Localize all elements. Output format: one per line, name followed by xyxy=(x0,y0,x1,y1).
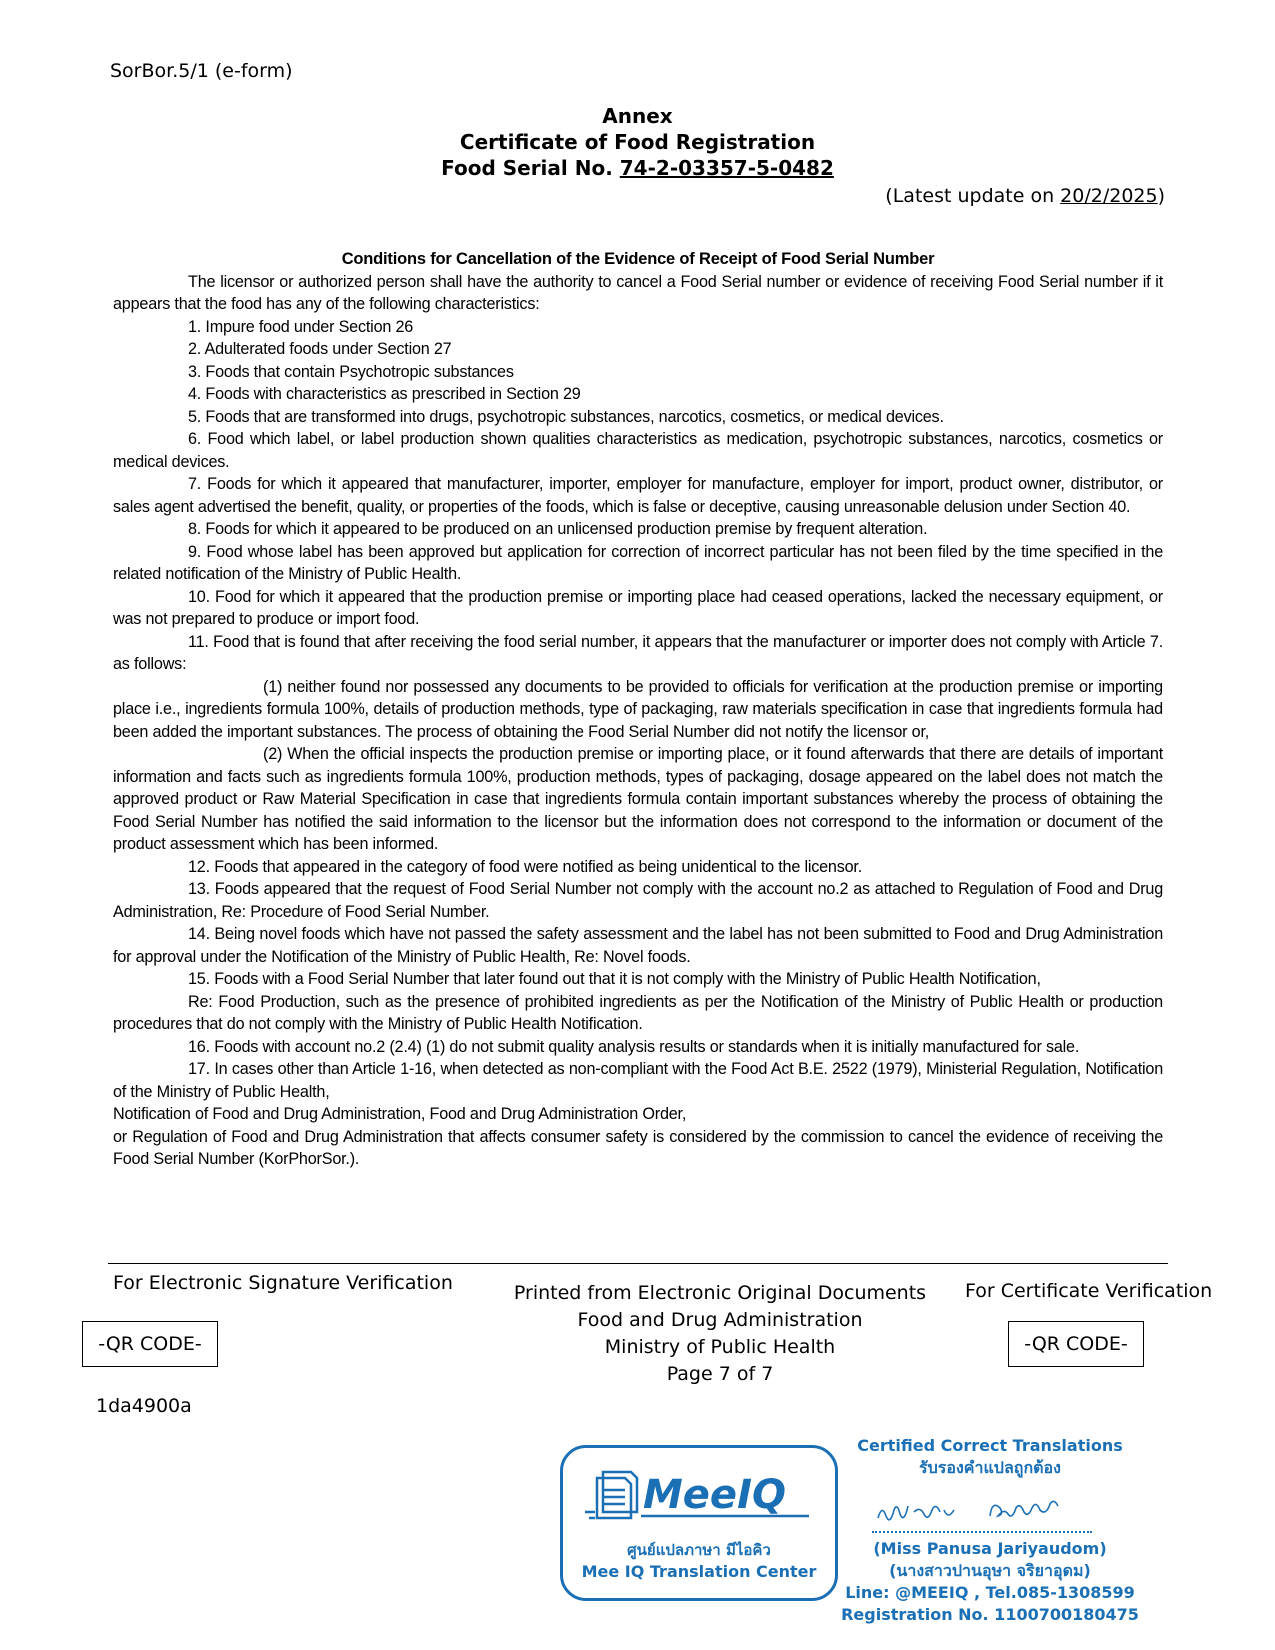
contact-info: Line: @MEEIQ , Tel.085-1308599 xyxy=(845,1583,1135,1602)
annex-label: Annex xyxy=(602,104,673,128)
conditions-section xyxy=(113,248,1163,1171)
update-prefix: (Latest update on xyxy=(885,185,1061,207)
update-date: 20/2/2025 xyxy=(1060,185,1158,207)
condition-item: 15. Foods with a Food Serial Number that later found out that it is not comply with the Ministry of Public Health Notification, xyxy=(188,970,1041,988)
update-suffix: ) xyxy=(1157,185,1165,207)
stamp-english-name: Mee IQ Translation Center xyxy=(581,1562,817,1581)
condition-item: 14. Being novel foods which have not passed the safety assessment and the label has not been submitted to Food and Drug Administration for approval under the Notification of the Ministry of Public Health, Re: Novel foods. xyxy=(113,925,1163,966)
condition-sub-item: (1) neither found nor possessed any documents to be provided to officials for verification at the production premise or importing place i.e., ingredients formula 100%, details of production methods, type of packaging, raw materials specification in case that ingredients formula had been added the important substances. The process of obtaining the Food Serial Number did not notify the licensor or, xyxy=(113,677,1163,741)
condition-item: 7. Foods for which it appeared that manufacturer, importer, employer for manufacture, employer for import, product owner, distributor, or sales agent advertised the benefit, quality, or properties of the foods, which is false or deceptive, causing unreasonable delusion under Section 40. xyxy=(113,475,1163,516)
condition-item: 1. Impure food under Section 26 xyxy=(188,317,414,336)
condition-item: 16. Foods with account no.2 (2.4) (1) do not submit quality analysis results or standards when it is initially manufactured for sale. xyxy=(188,1037,1080,1056)
document-hash: 1da4900a xyxy=(96,1395,192,1417)
qr-code-esig: -QR CODE- xyxy=(82,1321,218,1367)
printed-line: Ministry of Public Health xyxy=(604,1336,836,1358)
conditions-heading: Conditions for Cancellation of the Evidence of Receipt of Food Serial Number xyxy=(341,250,935,268)
condition-tail: Notification of Food and Drug Administration, Food and Drug Administration Order, xyxy=(113,1105,687,1123)
certificate-title: Certificate of Food Registration xyxy=(459,130,816,154)
condition-item: 12. Foods that appeared in the category of food were notified as being unidentical to the licensor. xyxy=(188,857,863,876)
condition-item: 2. Adulterated foods under Section 27 xyxy=(188,340,452,358)
printed-from-block xyxy=(480,1280,960,1388)
condition-item: 17. In cases other than Article 1-16, when detected as non-compliant with the Food Act B.E. 2522 (1979), Ministerial Regulation, Notification of the Ministry of Public Health, xyxy=(113,1060,1163,1101)
cert-title-en: Certified Correct Translations xyxy=(857,1436,1123,1455)
meeiq-logo-text: MeeIQ xyxy=(643,1472,786,1518)
stamp-thai-name: ศูนย์แปลภาษา มีไอคิว xyxy=(627,1541,771,1559)
condition-item: Re: Food Production, such as the presence of prohibited ingredients as per the Notification of the Ministry of Public Health or production procedures that do not comply with the Ministry of Public Health Notification. xyxy=(113,992,1163,1033)
condition-item: 11. Food that is found that after receiving the food serial number, it appears that the manufacturer or importer does not comply with Article 7. as follows: xyxy=(113,632,1163,673)
serial-label: Food Serial No. xyxy=(441,156,620,180)
signer-name-en: (Miss Panusa Jariyaudom) xyxy=(873,1539,1107,1558)
latest-update xyxy=(885,185,1165,207)
condition-item: 3. Foods that contain Psychotropic substances xyxy=(188,362,514,381)
condition-item: 8. Foods for which it appeared to be produced on an unlicensed production premise by frequent alteration. xyxy=(188,520,928,538)
printed-line: Printed from Electronic Original Documents xyxy=(513,1282,927,1304)
conditions-intro: The licensor or authorized person shall have the authority to cancel a Food Serial number or evidence of receiving Food Serial number if it appears that the food has any of the following characteristics: xyxy=(113,272,1163,313)
condition-item: 9. Food whose label has been approved but application for correction of incorrect particular has not been filed by the time specified in the related notification of the Ministry of Public Health. xyxy=(113,542,1163,583)
condition-item: 5. Foods that are transformed into drugs, psychotropic substances, narcotics, cosmetics, or medical devices. xyxy=(188,407,944,426)
footer-divider xyxy=(108,1263,1168,1264)
certification-heading xyxy=(830,1435,1150,1479)
qr-code-certificate: -QR CODE- xyxy=(1008,1321,1144,1367)
page-number: Page 7 of 7 xyxy=(666,1363,774,1385)
condition-item: 13. Foods appeared that the request of Food Serial Number not comply with the account no.2 as attached to Regulation of Food and Drug Administration, Re: Procedure of Food Serial Number. xyxy=(113,880,1163,921)
condition-item: 4. Foods with characteristics as prescribed in Section 29 xyxy=(188,385,581,403)
signer-name-th: (นางสาวปานอุษา จริยาอุดม) xyxy=(889,1561,1091,1580)
cert-title-th: รับรองคำแปลถูกต้อง xyxy=(919,1458,1061,1477)
printed-line: Food and Drug Administration xyxy=(577,1309,863,1331)
translation-center-stamp xyxy=(560,1445,838,1601)
condition-item: 10. Food for which it appeared that the production premise or importing place had ceased operations, lacked the necessary equipment, or was not prepared to produce or import food. xyxy=(113,587,1163,628)
condition-item: 6. Food which label, or label production shown qualities characteristics as medication, psychotropic substances, narcotics, cosmetics or medical devices. xyxy=(113,430,1163,471)
serial-number: 74-2-03357-5-0482 xyxy=(619,156,834,180)
document-title xyxy=(0,103,1275,181)
serial-line xyxy=(0,155,1275,181)
condition-sub-item: (2) When the official inspects the production premise or importing place, or it found afterwards that there are details of important information and facts such as ingredients formula 100%, production methods, types of packaging, dosage appeared on the label does not match the approved product or Raw Material Specification in case that ingredients formula contain important substances whereby the process of obtaining the Food Serial Number has notified the said information to the licensor but the information does not correspond to the information or document of the product assessment which has been informed. xyxy=(113,745,1163,853)
signature-line xyxy=(872,1531,1092,1533)
form-code: SorBor.5/1 (e-form) xyxy=(110,60,293,82)
handwritten-signature xyxy=(870,1490,1100,1530)
registration-number: Registration No. 1100700180475 xyxy=(841,1605,1139,1624)
meeiq-logo xyxy=(585,1464,815,1524)
esig-label: For Electronic Signature Verification xyxy=(113,1272,453,1294)
condition-tail: or Regulation of Food and Drug Administration that affects consumer safety is considered by the commission to cancel the evidence of receiving the Food Serial Number (KorPhorSor.). xyxy=(113,1127,1163,1168)
certifier-details xyxy=(830,1538,1150,1626)
cert-verify-label: For Certificate Verification xyxy=(965,1280,1213,1302)
